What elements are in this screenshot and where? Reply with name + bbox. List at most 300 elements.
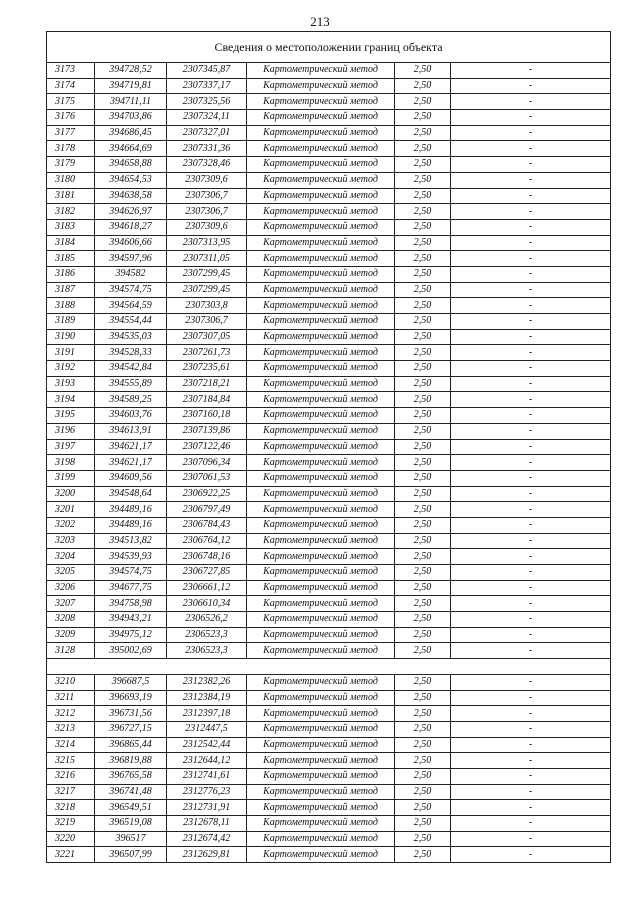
table-cell: 3208	[47, 612, 95, 628]
table-cell: -	[451, 361, 611, 377]
table-cell: Картометрический метод	[247, 486, 395, 502]
table-cell: -	[451, 172, 611, 188]
table-row	[47, 768, 611, 784]
table-row	[47, 565, 611, 581]
table-cell: 394658,88	[95, 157, 167, 173]
table-cell: 3128	[47, 643, 95, 659]
table-cell: Картометрический метод	[247, 251, 395, 267]
table-cell: Картометрический метод	[247, 204, 395, 220]
table-cell: -	[451, 392, 611, 408]
table-cell: 2306523,3	[167, 627, 247, 643]
table-cell: 2307327,01	[167, 125, 247, 141]
table-row	[47, 800, 611, 816]
table-cell: Картометрический метод	[247, 627, 395, 643]
table-cell: 3201	[47, 502, 95, 518]
table-cell: 2,50	[395, 266, 451, 282]
table-cell: Картометрический метод	[247, 784, 395, 800]
table-cell: 2307299,45	[167, 266, 247, 282]
table-cell: 2307218,21	[167, 376, 247, 392]
table-cell: 396693,19	[95, 690, 167, 706]
table-cell: Картометрический метод	[247, 219, 395, 235]
table-cell: 3202	[47, 517, 95, 533]
table-cell: 3184	[47, 235, 95, 251]
table-cell: Картометрический метод	[247, 502, 395, 518]
table-cell: 396687,5	[95, 674, 167, 690]
table-cell: -	[451, 800, 611, 816]
table-cell: 2312731,91	[167, 800, 247, 816]
table-cell: 2312542,44	[167, 737, 247, 753]
table-row	[47, 361, 611, 377]
table-cell: 3185	[47, 251, 95, 267]
table-cell: -	[451, 784, 611, 800]
table-cell: 3177	[47, 125, 95, 141]
table-cell: 3189	[47, 314, 95, 330]
table-cell: -	[451, 204, 611, 220]
table-cell: 3188	[47, 298, 95, 314]
table-cell: 2307061,53	[167, 470, 247, 486]
table-cell: 394686,45	[95, 125, 167, 141]
table-cell: Картометрический метод	[247, 94, 395, 110]
table-cell: 2,50	[395, 235, 451, 251]
table-row	[47, 674, 611, 690]
table-cell: 3221	[47, 847, 95, 863]
table-cell: 2,50	[395, 800, 451, 816]
table-cell: 2,50	[395, 847, 451, 863]
table-row	[47, 831, 611, 847]
table-cell: -	[451, 517, 611, 533]
table-cell: 3179	[47, 157, 95, 173]
table-cell: 2,50	[395, 157, 451, 173]
table-cell: Картометрический метод	[247, 298, 395, 314]
table-cell: 3198	[47, 455, 95, 471]
table-cell: 394574,75	[95, 565, 167, 581]
table-cell: 2,50	[395, 361, 451, 377]
table-cell: 394564,59	[95, 298, 167, 314]
table-cell: 394703,86	[95, 110, 167, 126]
table-cell: 2307306,7	[167, 204, 247, 220]
table-cell: -	[451, 298, 611, 314]
table-cell: -	[451, 643, 611, 659]
table-row	[47, 690, 611, 706]
table-cell: Картометрический метод	[247, 768, 395, 784]
table-row	[47, 110, 611, 126]
table-cell: Картометрический метод	[247, 565, 395, 581]
table-cell: -	[451, 455, 611, 471]
table-cell: 2306797,49	[167, 502, 247, 518]
table-cell: 2312674,42	[167, 831, 247, 847]
table-cell: Картометрический метод	[247, 266, 395, 282]
table-cell: -	[451, 63, 611, 79]
table-cell: -	[451, 314, 611, 330]
table-cell: Картометрический метод	[247, 172, 395, 188]
table-row	[47, 706, 611, 722]
table-cell: -	[451, 580, 611, 596]
table-cell: Картометрический метод	[247, 831, 395, 847]
table-cell: 2,50	[395, 721, 451, 737]
table-cell: 394654,53	[95, 172, 167, 188]
table-cell: 394597,96	[95, 251, 167, 267]
table-cell: 2307184,84	[167, 392, 247, 408]
table-row	[47, 63, 611, 79]
table-cell: 2306610,34	[167, 596, 247, 612]
table-cell: -	[451, 94, 611, 110]
table-cell: 2,50	[395, 706, 451, 722]
table-row	[47, 329, 611, 345]
table-cell: 396819,88	[95, 753, 167, 769]
table-cell: 2312397,18	[167, 706, 247, 722]
table-cell: 2307306,7	[167, 188, 247, 204]
table-row	[47, 439, 611, 455]
table-cell: 394589,25	[95, 392, 167, 408]
table-cell: 394609,56	[95, 470, 167, 486]
table-cell: -	[451, 533, 611, 549]
table-cell: 3212	[47, 706, 95, 722]
table-cell: 2,50	[395, 643, 451, 659]
table-cell: 2,50	[395, 204, 451, 220]
table-row	[47, 157, 611, 173]
table-cell: 394606,66	[95, 235, 167, 251]
table-cell: -	[451, 439, 611, 455]
table-cell: 2,50	[395, 470, 451, 486]
table-cell: 2307345,87	[167, 63, 247, 79]
table-cell: 2,50	[395, 78, 451, 94]
table-cell: 2,50	[395, 612, 451, 628]
table-cell: 396731,56	[95, 706, 167, 722]
table-row	[47, 314, 611, 330]
table-header-row	[47, 32, 611, 63]
table-cell: 2,50	[395, 110, 451, 126]
table-row	[47, 376, 611, 392]
table-cell: 2,50	[395, 502, 451, 518]
table-cell: Картометрический метод	[247, 110, 395, 126]
table-cell: -	[451, 627, 611, 643]
table-cell: 2,50	[395, 517, 451, 533]
table-cell: -	[451, 125, 611, 141]
table-cell: Картометрический метод	[247, 376, 395, 392]
table-cell: Картометрический метод	[247, 706, 395, 722]
table-cell: 2,50	[395, 282, 451, 298]
table-cell: Картометрический метод	[247, 392, 395, 408]
table-cell: -	[451, 110, 611, 126]
table-cell: Картометрический метод	[247, 439, 395, 455]
table-cell: -	[451, 486, 611, 502]
table-cell: 3175	[47, 94, 95, 110]
table-cell: 3217	[47, 784, 95, 800]
table-cell: -	[451, 345, 611, 361]
table-cell: 396741,48	[95, 784, 167, 800]
table-cell: 3199	[47, 470, 95, 486]
table-row	[47, 517, 611, 533]
table-row	[47, 753, 611, 769]
table-cell: 394582	[95, 266, 167, 282]
table-row	[47, 408, 611, 424]
table-cell: 2,50	[395, 753, 451, 769]
table-row	[47, 141, 611, 157]
table-cell: Картометрический метод	[247, 235, 395, 251]
table-cell: 394603,76	[95, 408, 167, 424]
table-cell: 2,50	[395, 188, 451, 204]
table-cell: 3180	[47, 172, 95, 188]
table-cell: 2307328,46	[167, 157, 247, 173]
table-cell: -	[451, 141, 611, 157]
table-cell: 3191	[47, 345, 95, 361]
table-cell: 394975,12	[95, 627, 167, 643]
table-cell: Картометрический метод	[247, 800, 395, 816]
table-cell: 396519,08	[95, 816, 167, 832]
table-row	[47, 423, 611, 439]
table-cell: 2,50	[395, 125, 451, 141]
table-cell: -	[451, 816, 611, 832]
table-cell: Картометрический метод	[247, 314, 395, 330]
table-row	[47, 596, 611, 612]
table-cell: -	[451, 219, 611, 235]
table-row	[47, 627, 611, 643]
table-row	[47, 612, 611, 628]
table-cell: Картометрический метод	[247, 549, 395, 565]
table-cell: -	[451, 266, 611, 282]
table-cell: Картометрический метод	[247, 533, 395, 549]
table-cell: Картометрический метод	[247, 125, 395, 141]
table-cell: Картометрический метод	[247, 423, 395, 439]
table-cell: -	[451, 612, 611, 628]
table-row	[47, 204, 611, 220]
table-cell: 2307309,6	[167, 172, 247, 188]
table-cell: 3210	[47, 674, 95, 690]
table-cell: Картометрический метод	[247, 596, 395, 612]
table-cell: 2312447,5	[167, 721, 247, 737]
table-cell: Картометрический метод	[247, 643, 395, 659]
table-cell: 3182	[47, 204, 95, 220]
table-cell: Картометрический метод	[247, 753, 395, 769]
table-cell: 3183	[47, 219, 95, 235]
table-cell: -	[451, 502, 611, 518]
table-cell: 2307306,7	[167, 314, 247, 330]
table-cell: Картометрический метод	[247, 847, 395, 863]
table-cell: -	[451, 235, 611, 251]
table-cell: Картометрический метод	[247, 141, 395, 157]
table-cell: -	[451, 329, 611, 345]
table-cell: 2307235,61	[167, 361, 247, 377]
table-cell: 3178	[47, 141, 95, 157]
table-row	[47, 580, 611, 596]
table-cell: 3174	[47, 78, 95, 94]
table-cell: 2,50	[395, 768, 451, 784]
table-cell: 3218	[47, 800, 95, 816]
table-cell: 3215	[47, 753, 95, 769]
table-cell: 396765,58	[95, 768, 167, 784]
table-cell: 2306727,85	[167, 565, 247, 581]
table-cell: 3219	[47, 816, 95, 832]
table-cell: 394621,17	[95, 439, 167, 455]
table-cell: 2307311,05	[167, 251, 247, 267]
table-cell: 2,50	[395, 690, 451, 706]
table-cell: 3206	[47, 580, 95, 596]
table-cell: 394574,75	[95, 282, 167, 298]
page-number: 213	[310, 14, 330, 29]
table-cell: 2,50	[395, 580, 451, 596]
table-cell: 2307261,73	[167, 345, 247, 361]
table-cell: 394489,16	[95, 517, 167, 533]
table-cell: 2,50	[395, 408, 451, 424]
table-row	[47, 219, 611, 235]
table-cell: Картометрический метод	[247, 674, 395, 690]
table-cell: 3213	[47, 721, 95, 737]
table-row	[47, 721, 611, 737]
table-cell: 2,50	[395, 737, 451, 753]
table-cell: 396507,99	[95, 847, 167, 863]
table-cell: 2,50	[395, 345, 451, 361]
table-cell: 2312382,26	[167, 674, 247, 690]
table-cell: Картометрический метод	[247, 470, 395, 486]
table-cell: 2306764,12	[167, 533, 247, 549]
table-cell: 3209	[47, 627, 95, 643]
table-cell: 2,50	[395, 784, 451, 800]
table-cell: Картометрический метод	[247, 721, 395, 737]
table-cell: 396727,15	[95, 721, 167, 737]
table-row	[47, 486, 611, 502]
table-cell: 394618,27	[95, 219, 167, 235]
table-cell: Картометрический метод	[247, 737, 395, 753]
table-row	[47, 188, 611, 204]
table-cell: 3204	[47, 549, 95, 565]
table-cell: 3190	[47, 329, 95, 345]
table-cell: 394758,98	[95, 596, 167, 612]
table-cell: -	[451, 549, 611, 565]
table-cell: 2,50	[395, 423, 451, 439]
table-row	[47, 737, 611, 753]
table-cell: 3193	[47, 376, 95, 392]
table-cell: 3205	[47, 565, 95, 581]
table-cell: 2307122,46	[167, 439, 247, 455]
table-row	[47, 533, 611, 549]
table-row	[47, 266, 611, 282]
table-cell: 3194	[47, 392, 95, 408]
table-cell: 3196	[47, 423, 95, 439]
table-row	[47, 251, 611, 267]
table-cell: 394719,81	[95, 78, 167, 94]
table-cell: 2,50	[395, 627, 451, 643]
table-cell: 3176	[47, 110, 95, 126]
table-cell: 2306661,12	[167, 580, 247, 596]
table-cell: 395002,69	[95, 643, 167, 659]
table-cell: -	[451, 251, 611, 267]
table-cell: 394664,69	[95, 141, 167, 157]
table-cell: 3203	[47, 533, 95, 549]
table-cell: -	[451, 408, 611, 424]
table-cell: 2312644,12	[167, 753, 247, 769]
table-cell: -	[451, 596, 611, 612]
table-cell: 2,50	[395, 94, 451, 110]
table-cell: -	[451, 721, 611, 737]
table-cell: 2312629,81	[167, 847, 247, 863]
table-row	[47, 392, 611, 408]
table-cell: Картометрический метод	[247, 408, 395, 424]
table-cell: 2307139,86	[167, 423, 247, 439]
table-cell: -	[451, 674, 611, 690]
table-cell: 2306748,16	[167, 549, 247, 565]
table-cell: Картометрический метод	[247, 78, 395, 94]
table-cell: -	[451, 768, 611, 784]
table-cell: 2312741,61	[167, 768, 247, 784]
table-cell: 394548,64	[95, 486, 167, 502]
table-row	[47, 816, 611, 832]
table-cell: Картометрический метод	[247, 63, 395, 79]
table-cell: 2307160,18	[167, 408, 247, 424]
table-cell: 394943,21	[95, 612, 167, 628]
table-cell: 394626,97	[95, 204, 167, 220]
table-cell: -	[451, 157, 611, 173]
table-cell: Картометрический метод	[247, 188, 395, 204]
table-cell: 394613,91	[95, 423, 167, 439]
table-cell: 3181	[47, 188, 95, 204]
table-cell: 3197	[47, 439, 95, 455]
table-cell: 2,50	[395, 455, 451, 471]
table-cell: -	[451, 737, 611, 753]
table-cell: 3195	[47, 408, 95, 424]
table-cell: 2,50	[395, 439, 451, 455]
table-cell: 2306523,3	[167, 643, 247, 659]
table-row	[47, 172, 611, 188]
table-cell: Картометрический метод	[247, 612, 395, 628]
table-cell: -	[451, 753, 611, 769]
table-cell: -	[451, 706, 611, 722]
table-cell: 2,50	[395, 251, 451, 267]
table-cell: Картометрический метод	[247, 455, 395, 471]
table-row	[47, 282, 611, 298]
table-cell: -	[451, 423, 611, 439]
table-row	[47, 455, 611, 471]
table-cell: 2307303,8	[167, 298, 247, 314]
table-cell: 394728,52	[95, 63, 167, 79]
table-cell: 2306526,2	[167, 612, 247, 628]
table-cell: 394489,16	[95, 502, 167, 518]
table-cell: -	[451, 690, 611, 706]
table-cell: 394513,82	[95, 533, 167, 549]
table-cell: 2307325,56	[167, 94, 247, 110]
table-cell: 2307309,6	[167, 219, 247, 235]
table-cell: 2,50	[395, 314, 451, 330]
table-cell: 396549,51	[95, 800, 167, 816]
table-row	[47, 470, 611, 486]
table-cell: 2,50	[395, 172, 451, 188]
table-cell: 2,50	[395, 549, 451, 565]
table-cell: Картометрический метод	[247, 157, 395, 173]
table-cell: -	[451, 847, 611, 863]
table-cell: -	[451, 831, 611, 847]
table-row	[47, 298, 611, 314]
table-cell: 3200	[47, 486, 95, 502]
table-cell: Картометрический метод	[247, 329, 395, 345]
table-cell: 3211	[47, 690, 95, 706]
table-cell: 2,50	[395, 831, 451, 847]
table-cell: 2307307,05	[167, 329, 247, 345]
table-cell: 394539,93	[95, 549, 167, 565]
table-cell: 2307331,36	[167, 141, 247, 157]
table-title: Сведения о местоположении границ объекта	[47, 32, 611, 63]
table-cell: -	[451, 188, 611, 204]
table-cell: 2312776,23	[167, 784, 247, 800]
table-cell: Картометрический метод	[247, 816, 395, 832]
boundary-coordinates-table	[46, 31, 611, 863]
table-cell: -	[451, 78, 611, 94]
table-cell: 394711,11	[95, 94, 167, 110]
table-row	[47, 847, 611, 863]
table-cell: 2,50	[395, 376, 451, 392]
table-row	[47, 643, 611, 659]
table-cell: 2306784,43	[167, 517, 247, 533]
table-cell: 2,50	[395, 596, 451, 612]
table-cell: 3214	[47, 737, 95, 753]
